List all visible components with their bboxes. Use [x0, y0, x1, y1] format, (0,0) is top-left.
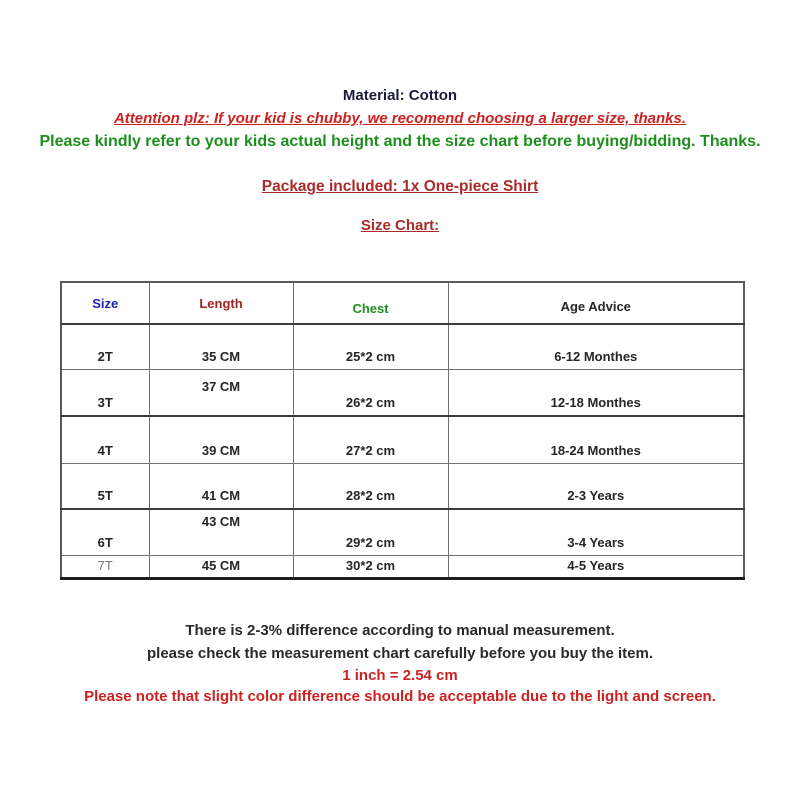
cell-age: 2-3 Years	[448, 464, 744, 510]
cell-chest: 30*2 cm	[293, 556, 448, 579]
cell-size: 7T	[61, 556, 149, 579]
cell-chest: 26*2 cm	[293, 370, 448, 417]
cell-size: 3T	[61, 370, 149, 417]
size-table-header-row	[61, 282, 744, 324]
cell-size: 5T	[61, 464, 149, 510]
column-header-age-advice	[448, 282, 744, 324]
measurement-note-line: There is 2-3% difference according to manual measurement.	[185, 622, 615, 639]
column-header-length	[149, 282, 293, 324]
size-table	[60, 281, 745, 580]
table-row-2t	[61, 324, 744, 370]
column-header-chest	[293, 282, 448, 324]
column-header-chest-label: Chest	[352, 300, 389, 316]
table-row-3t	[61, 370, 744, 417]
table-row-4t	[61, 416, 744, 464]
attention-line: Attention plz: If your kid is chubby, we recomend choosing a larger size, thanks.	[113, 110, 687, 127]
cell-size: 2T	[61, 324, 149, 370]
cell-age: 4-5 Years	[448, 556, 744, 579]
color-difference-note-line: Please note that slight color difference should be acceptable due to the light and screen.	[84, 688, 716, 705]
column-header-age-advice-label: Age Advice	[560, 298, 631, 314]
cell-size: 6T	[61, 509, 149, 556]
column-header-length-label: Length	[199, 295, 243, 311]
cell-length: 39 CM	[149, 416, 293, 464]
cell-chest: 29*2 cm	[293, 509, 448, 556]
cell-length: 41 CM	[149, 464, 293, 510]
package-line: Package included: 1x One-piece Shirt	[261, 178, 539, 195]
cell-chest: 27*2 cm	[293, 416, 448, 464]
table-row-7t	[61, 556, 744, 579]
cell-age: 6-12 Monthes	[448, 324, 744, 370]
material-line: Material: Cotton	[342, 87, 458, 104]
cell-length: 37 CM	[149, 370, 293, 417]
size-chart-title: Size Chart:	[360, 217, 440, 234]
column-header-size-label: Size	[92, 295, 119, 311]
refer-line: Please kindly refer to your kids actual height and the size chart before buying/bidding. Thanks.	[39, 133, 761, 150]
cell-size: 4T	[61, 416, 149, 464]
cell-length: 45 CM	[149, 556, 293, 579]
cell-age: 12-18 Monthes	[448, 370, 744, 417]
table-row-6t	[61, 509, 744, 556]
check-chart-note-line: please check the measurement chart carefully before you buy the item.	[146, 645, 653, 662]
table-row-5t	[61, 464, 744, 510]
cell-age: 18-24 Monthes	[448, 416, 744, 464]
cell-chest: 28*2 cm	[293, 464, 448, 510]
cell-length: 35 CM	[149, 324, 293, 370]
inch-conversion-line: 1 inch = 2.54 cm	[342, 667, 458, 684]
column-header-size	[61, 282, 149, 324]
cell-length: 43 CM	[149, 509, 293, 556]
cell-chest: 25*2 cm	[293, 324, 448, 370]
cell-age: 3-4 Years	[448, 509, 744, 556]
